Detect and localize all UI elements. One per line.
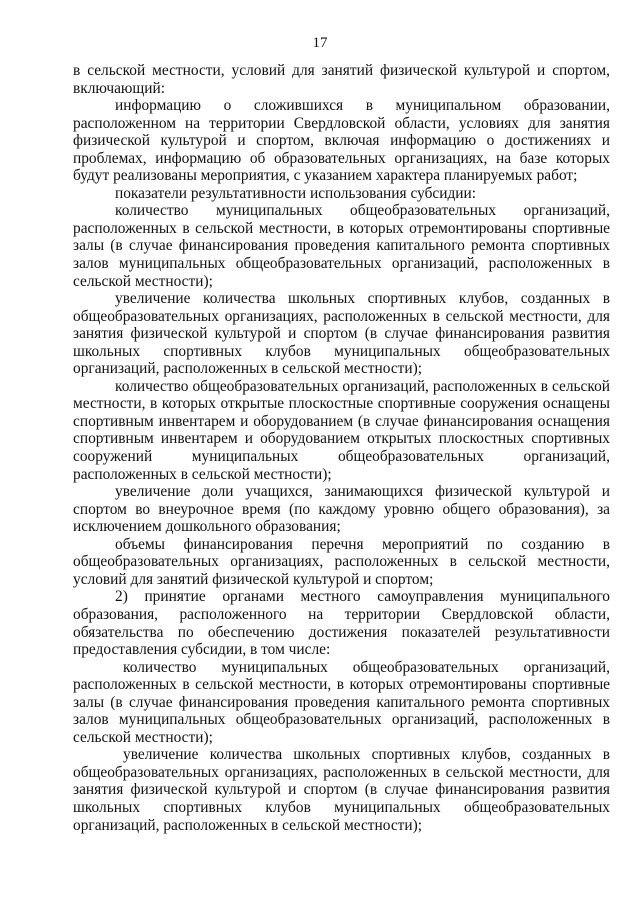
paragraph-indicators-heading: показатели результативности использования субсидии:	[115, 184, 477, 202]
paragraph-obligation: 2) принятие органами местного самоуправления муниципального образования, расположенного на территории Свердловской области, обязательства по обеспечению достижения показателей результативности предоставления субсидии, в том числе:	[73, 588, 610, 659]
paragraph-indicator-clubs: увеличение количества школьных спортивных клубов, созданных в общеобразовательных организациях, расположенных в сельской местности, для занятия физической культурой и спортом (в случае финансирования развития школьных спортивных клубов муниципальных общеобразовательных организаций, расположенных в сельской местности);	[73, 290, 610, 378]
page-number: 17	[312, 35, 328, 51]
document-body	[73, 62, 610, 834]
paragraph-funding-volume: объемы финансирования перечня мероприятий по созданию в общеобразовательных организациях, расположенных в сельской местности, условий для занятий физической культурой и спортом;	[73, 535, 610, 588]
paragraph-information: информацию о сложившихся в муниципальном образовании, расположенном на территории Свердловской области, условиях для занятия физической культурой и спортом, включая информацию о достижениях и проблемах, информацию об образовательных организациях, на базе которых будут реализованы мероприятия, с указанием характера планируемых работ;	[73, 97, 610, 185]
paragraph-indicator-students-share: увеличение доли учащихся, занимающихся физической культурой и спортом во внеурочное время (по каждому уровню общего образования), за исключением дошкольного образования;	[73, 483, 610, 536]
paragraph-indicator-outdoor-facilities: количество общеобразовательных организаций, расположенных в сельской местности, в которых открытые плоскостные спортивные сооружения оснащены спортивным инвентарем и оборудованием (в случае финансирования оснащения спортивным инвентарем и оборудованием открытых плоскостных спортивных сооружений муниципальных общеобразовательных организаций, расположенных в сельской местности);	[73, 377, 610, 483]
paragraph-indicator-gyms: количество муниципальных общеобразовательных организаций, расположенных в сельской местности, в которых отремонтированы спортивные залы (в случае финансирования проведения капитального ремонта спортивных залов муниципальных общеобразовательных организаций, расположенных в сельской местности);	[73, 202, 610, 290]
paragraph-obligation-gyms: количество муниципальных общеобразовательных организаций, расположенных в сельской местности, в которых отремонтированы спортивные залы (в случае финансирования проведения капитального ремонта спортивных залов муниципальных общеобразовательных организаций, расположенных в сельской местности);	[73, 658, 610, 746]
paragraph-continuation: в сельской местности, условий для занятий физической культурой и спортом, включающий:	[73, 62, 610, 97]
paragraph-obligation-clubs: увеличение количества школьных спортивных клубов, созданных в общеобразовательных организациях, расположенных в сельской местности, для занятия физической культурой и спортом (в случае финансирования развития школьных спортивных клубов муниципальных общеобразовательных организаций, расположенных в сельской местности);	[73, 746, 610, 834]
